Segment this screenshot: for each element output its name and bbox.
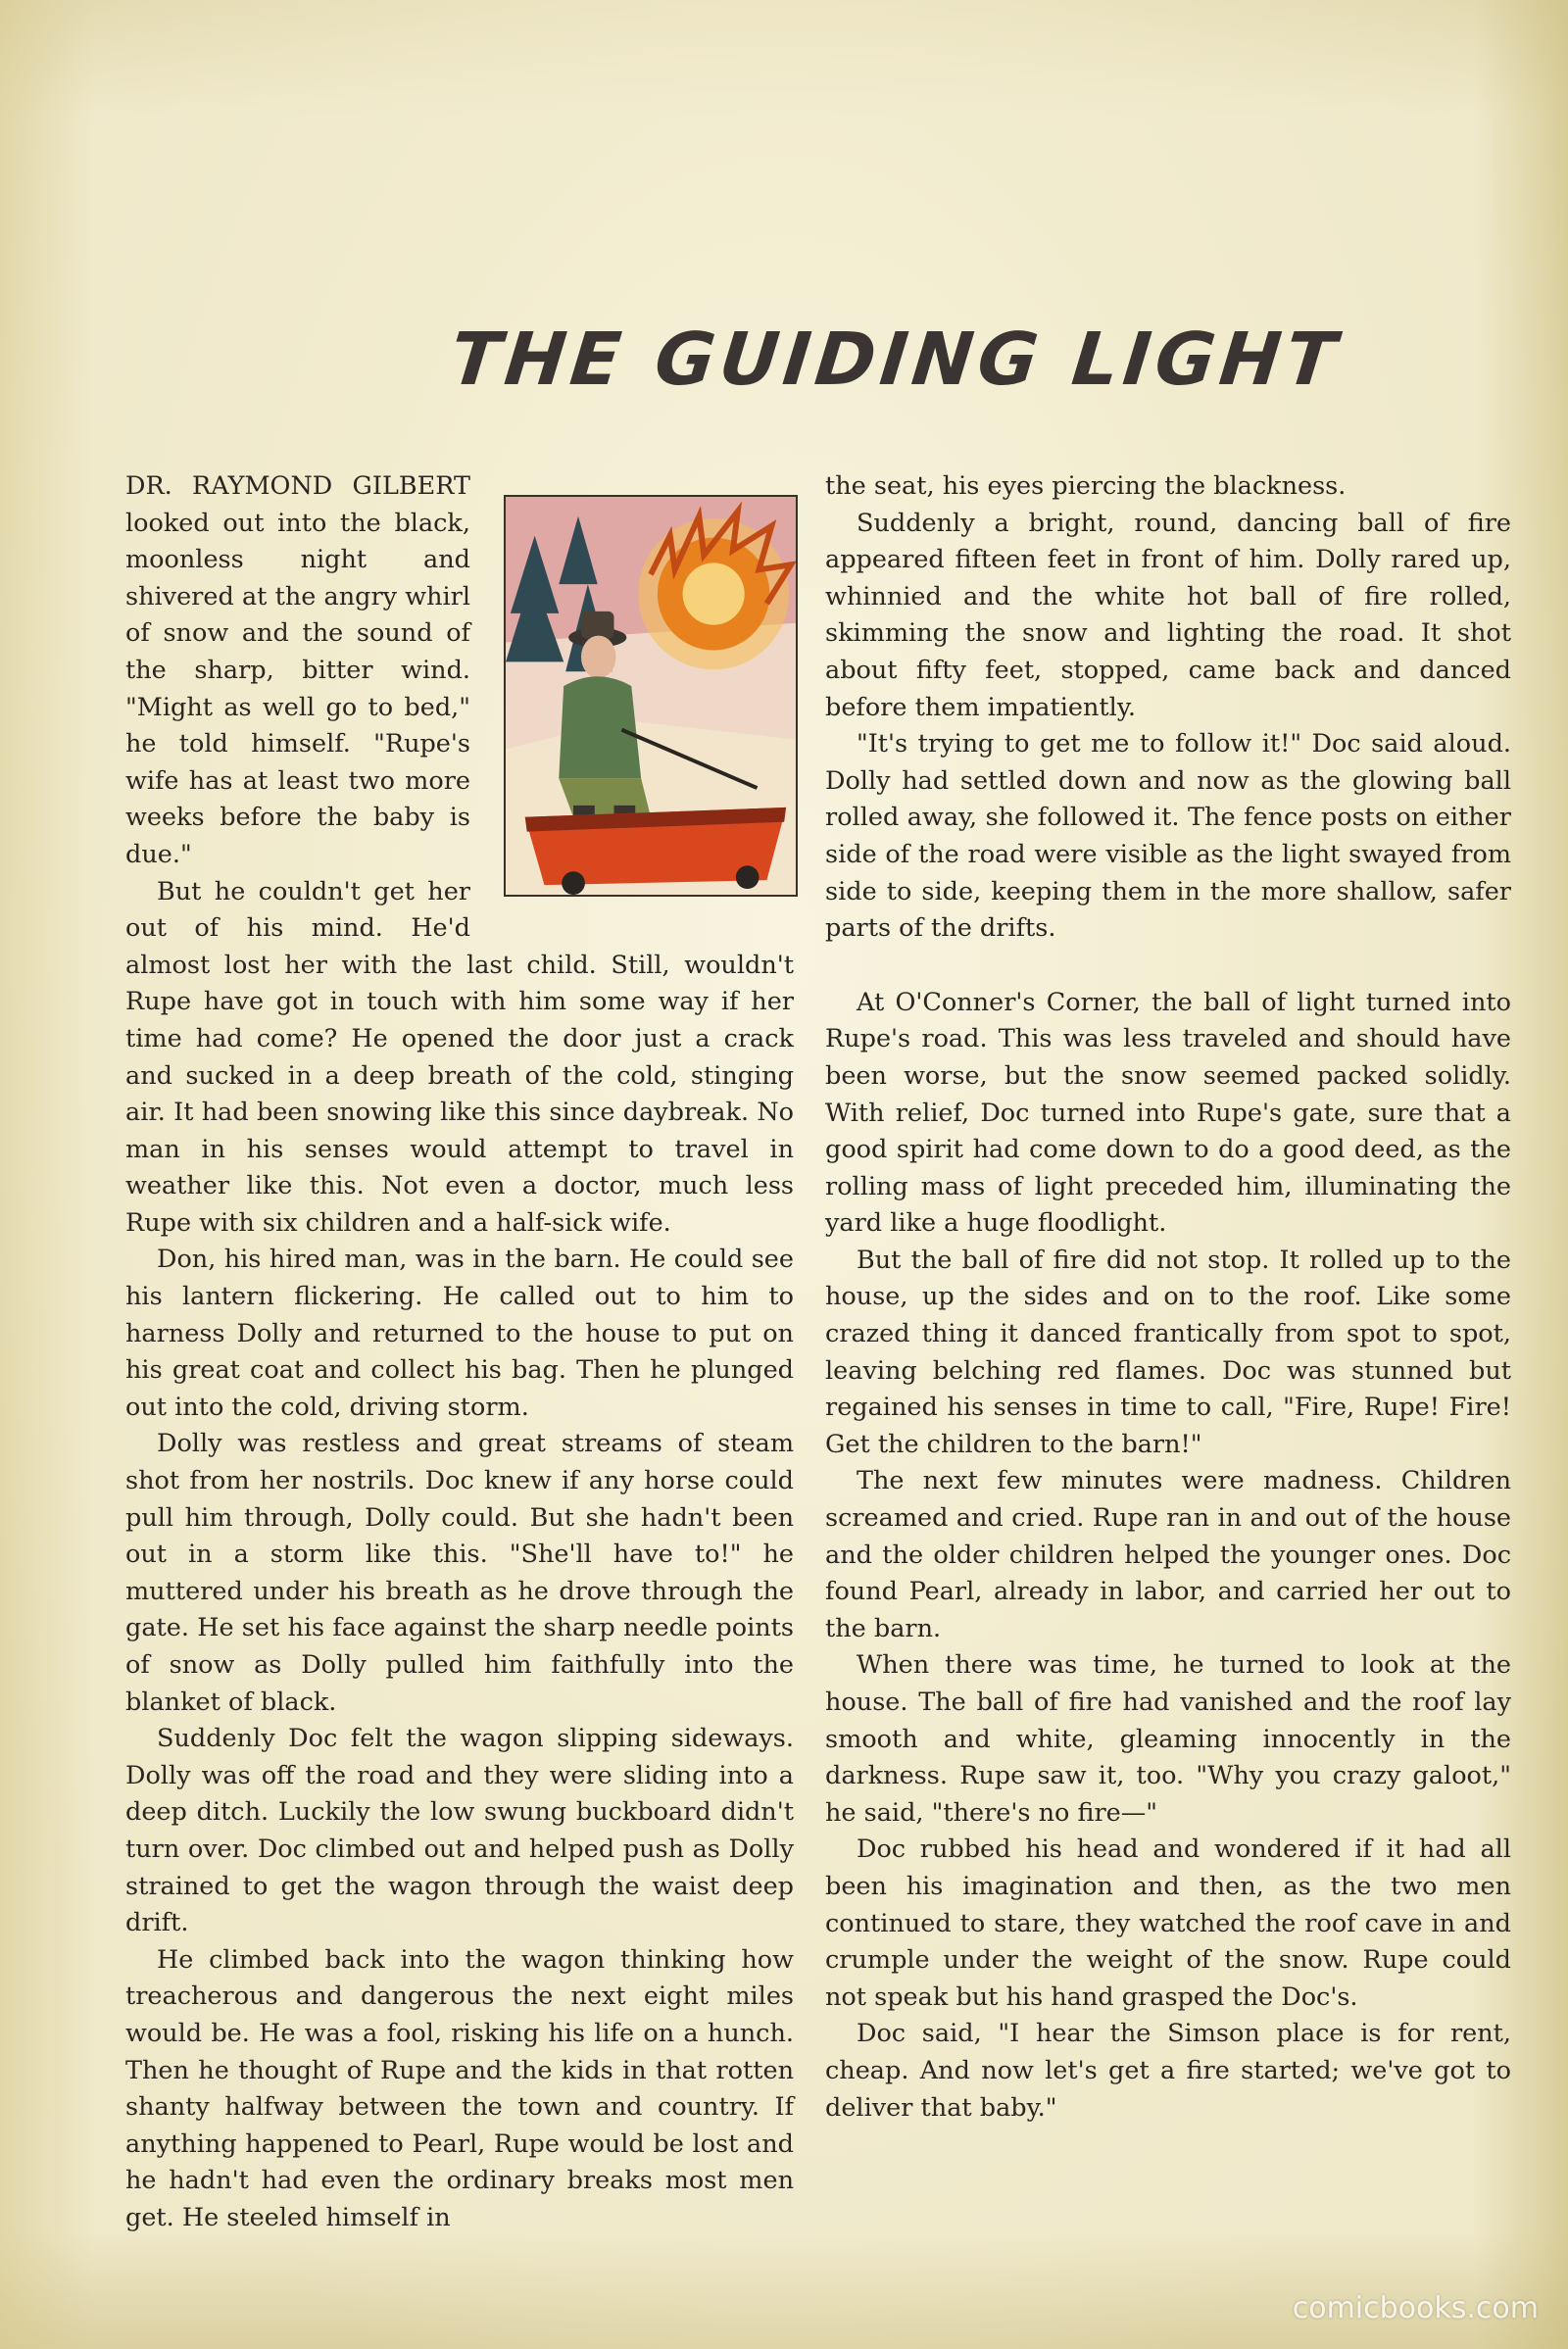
paragraph: But the ball of fire did not stop. It rolled up to the house, up the sides and on to the roof. Like some crazed thing it danced frantically from spot to spot, leaving belching red flames. Doc was stunned but regained his senses in time to call, "Fire, Rupe! Fire! Get the children to the barn!" bbox=[825, 1245, 1511, 1459]
right-column bbox=[825, 468, 1511, 2127]
paragraph: He climbed back into the wagon thinking how treacherous and dangerous the next eight miles would be. He was a fool, risking his life on a hunch. Then he thought of Rupe and the kids in that rotten shanty halfway between the town and country. If anything happened to Pearl, Rupe would be lost and he hadn't had even the ordinary breaks most men get. He steeled himself in bbox=[125, 1944, 794, 2232]
paragraph: DR. RAYMOND GILBERT looked out into the black, moonless night and shivered at the angry whirl of snow and the sound of the sharp, bitter wind. "Might as well go to bed," he told himself. "Rupe's wife has at least two more weeks before the baby is due." bbox=[125, 471, 470, 869]
paragraph: But he couldn't get her out of his mind. He'd almost lost her with the last child. Still, wouldn't Rupe have got in touch with him some way if her time had come? He opened the door just a crack and sucked in a deep breath of the cold, stinging air. It had been snowing like this since daybreak. No man in his senses would attempt to travel in weather like this. Not even a doctor, much less Rupe with six children and a half-sick wife. bbox=[125, 876, 794, 1238]
paragraph: The next few minutes were madness. Children screamed and cried. Rupe ran in and out of the house and the older children helped the younger ones. Doc found Pearl, already in labor, and carried her out to the barn. bbox=[825, 1466, 1511, 1643]
site-watermark: comicbooks.com bbox=[1292, 2291, 1539, 2325]
page-title: THE GUIDING LIGHT bbox=[446, 318, 1345, 402]
illustration-float-space bbox=[488, 496, 794, 905]
paragraph: Doc said, "I hear the Simson place is for rent, cheap. And now let's get a fire started; we've got to deliver that baby." bbox=[825, 2019, 1511, 2123]
paragraph: Suddenly Doc felt the wagon slipping sideways. Dolly was off the road and they were sliding into a deep ditch. Luckily the low swung buckboard didn't turn over. Doc climbed out and helped push as Dolly strained to get the wagon through the waist deep drift. bbox=[125, 1724, 794, 1938]
left-column bbox=[125, 468, 794, 2237]
paragraph: Don, his hired man, was in the barn. He could see his lantern flickering. He called out to him to harness Dolly and returned to the house to put on his great coat and collect his bag. Then he plunged out into the cold, driving storm. bbox=[125, 1245, 794, 1422]
paragraph: When there was time, he turned to look at the house. The ball of fire had vanished and the roof lay smooth and white, gleaming innocently in the darkness. Rupe saw it, too. "Why you crazy galoot," he said, "there's no fire—" bbox=[825, 1650, 1511, 1828]
paragraph: "It's trying to get me to follow it!" Doc said aloud. Dolly had settled down and now as the glowing ball rolled away, she followed it. The fence posts on either side of the road were visible as the light swayed from side to side, keeping them in the more shallow, safer parts of the drifts. bbox=[825, 729, 1511, 944]
paragraph: Suddenly a bright, round, dancing ball of fire appeared fifteen feet in front of him. Dolly rared up, whinnied and the white hot ball of fire rolled, skimming the snow and lighting the road. It shot about fifty feet, stopped, came back and danced before them impatiently. bbox=[825, 508, 1511, 722]
paragraph: Dolly was restless and great streams of steam shot from her nostrils. Doc knew if any horse could pull him through, Dolly could. But she hadn't been out in a storm like this. "She'll have to!" he muttered under his breath as he drove through the gate. He set his face against the sharp needle points of snow as Dolly pulled him faithfully into the blanket of black. bbox=[125, 1429, 794, 1717]
paragraph: the seat, his eyes piercing the blackness. bbox=[825, 471, 1347, 501]
paragraph: At O'Conner's Corner, the ball of light turned into Rupe's road. This was less traveled and should have been worse, but the snow seemed packed solidly. With relief, Doc turned into Rupe's gate, sure that a good spirit had come down to do a good deed, as the rolling mass of light preceded him, illuminating the yard like a huge floodlight. bbox=[825, 987, 1511, 1239]
paragraph: Doc rubbed his head and wondered if it had all been his imagination and then, as the two men continued to stare, they watched the roof cave in and crumple under the weight of the snow. Rupe could not speak but his hand grasped the Doc's. bbox=[825, 1835, 1511, 2012]
